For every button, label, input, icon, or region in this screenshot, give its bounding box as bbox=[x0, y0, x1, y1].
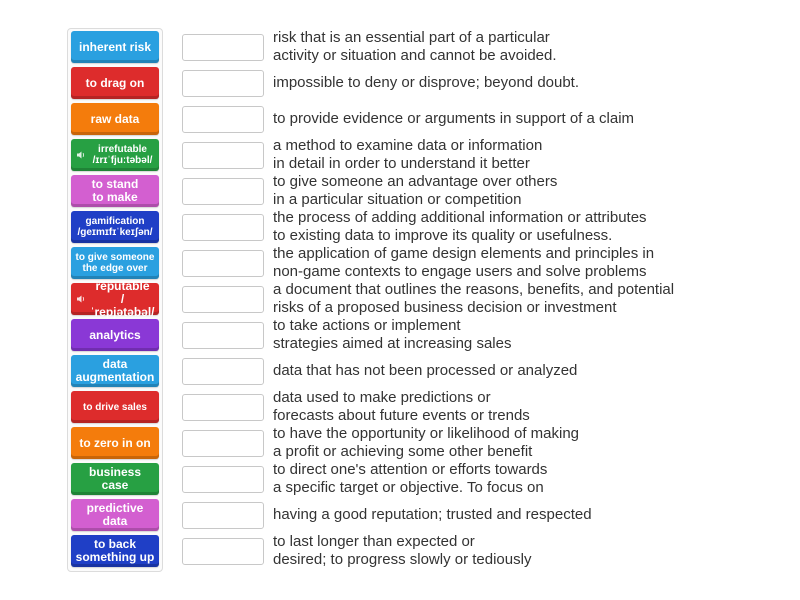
term-label-line1: reputable bbox=[95, 278, 150, 293]
term-label bbox=[73, 252, 158, 274]
term-tile[interactable] bbox=[71, 175, 159, 207]
term-tile[interactable] bbox=[71, 319, 159, 351]
definition-text: to provide evidence or arguments in support of a claim bbox=[273, 110, 635, 127]
definition-text: to give someone an advantage over others in a particular situation or competition bbox=[273, 173, 558, 208]
term-label-line1: to give someone bbox=[75, 252, 155, 263]
term-label bbox=[86, 280, 159, 319]
definition-text: the application of game design elements and principles in non-game contexts to engage users and solve problems bbox=[273, 245, 655, 280]
definition-text: to have the opportunity or likelihood of making a profit or achieving some other benefit bbox=[273, 425, 580, 460]
answer-drop-box[interactable] bbox=[182, 322, 264, 349]
answer-drop-box[interactable] bbox=[182, 358, 264, 385]
term-label-line1: business case bbox=[88, 465, 142, 492]
answer-drop-box[interactable] bbox=[182, 142, 264, 169]
answer-drop-box[interactable] bbox=[182, 538, 264, 565]
answer-drop-box[interactable] bbox=[182, 34, 264, 61]
term-label bbox=[76, 437, 153, 450]
term-label-line1: to back bbox=[93, 537, 136, 551]
term-label bbox=[71, 466, 159, 492]
term-tile[interactable] bbox=[71, 211, 159, 243]
speaker-icon[interactable] bbox=[76, 150, 86, 160]
term-label bbox=[88, 113, 143, 126]
term-tile[interactable] bbox=[71, 31, 159, 63]
term-label bbox=[86, 144, 159, 166]
term-label-line1: analytics bbox=[89, 327, 141, 342]
term-label-line2: to make bbox=[92, 190, 138, 204]
answer-drop-box[interactable] bbox=[182, 178, 264, 205]
term-tile[interactable] bbox=[71, 278, 159, 319]
term-tile[interactable] bbox=[71, 355, 159, 387]
term-label-line1: irrefutable bbox=[98, 144, 147, 155]
term-label-line1: to zero in on bbox=[79, 435, 151, 450]
definition-text: having a good reputation; trusted and respected bbox=[273, 506, 592, 523]
definition-text: a document that outlines the reasons, benefits, and potential risks of a proposed business decision or investment bbox=[273, 281, 675, 316]
answer-drop-box[interactable] bbox=[182, 214, 264, 241]
term-label bbox=[84, 502, 147, 528]
answer-drop-box[interactable] bbox=[182, 502, 264, 529]
term-label-line1: to drive sales bbox=[83, 401, 147, 413]
answer-drop-box[interactable] bbox=[182, 250, 264, 277]
term-tile[interactable] bbox=[71, 499, 159, 531]
term-label-line1: data bbox=[102, 357, 128, 371]
answer-drop-box[interactable] bbox=[182, 286, 264, 313]
term-tile[interactable] bbox=[71, 139, 159, 171]
definition-text: the process of adding additional information or attributes to existing data to improve its quality or usefulness. bbox=[273, 209, 647, 244]
term-tile[interactable] bbox=[71, 67, 159, 99]
term-tile[interactable] bbox=[71, 391, 159, 423]
term-label-line2: the edge over bbox=[82, 263, 148, 274]
definition-text: to last longer than expected or desired; to progress slowly or tediously bbox=[273, 533, 532, 568]
answer-drop-box[interactable] bbox=[182, 70, 264, 97]
definition-text: impossible to deny or disprove; beyond doubt. bbox=[273, 74, 580, 91]
term-label-line1: inherent risk bbox=[78, 39, 152, 54]
definition-text: data used to make predictions or forecasts about future events or trends bbox=[273, 389, 530, 424]
definition-text: data that has not been processed or analyzed bbox=[273, 362, 578, 379]
term-tile[interactable] bbox=[71, 535, 159, 567]
term-label-line1: to stand bbox=[91, 177, 139, 191]
term-label-line1: to drag on bbox=[85, 75, 145, 90]
term-label bbox=[83, 77, 148, 90]
answer-drop-box[interactable] bbox=[182, 466, 264, 493]
term-label-line2: /ɡeɪmɪfɪˈkeɪʃən/ bbox=[77, 227, 153, 238]
answer-drop-box[interactable] bbox=[182, 430, 264, 457]
term-tile[interactable] bbox=[71, 463, 159, 495]
term-tile[interactable] bbox=[71, 247, 159, 279]
term-label-line1: predictive bbox=[86, 501, 144, 515]
term-label-line2: something up bbox=[75, 550, 155, 564]
definition-text: to take actions or implement strategies aimed at increasing sales bbox=[273, 317, 512, 352]
term-label-line2: /ɪrɪˈfjuːtəbəl/ bbox=[92, 155, 153, 166]
answer-drop-box[interactable] bbox=[182, 394, 264, 421]
term-label-line2: augmentation bbox=[75, 370, 155, 384]
term-label bbox=[76, 41, 154, 54]
term-label-line1: raw data bbox=[90, 111, 140, 126]
term-label-line1: gamification bbox=[85, 216, 145, 227]
term-label bbox=[73, 538, 158, 564]
term-tile[interactable] bbox=[71, 103, 159, 135]
definition-text: risk that is an essential part of a particular activity or situation and cannot be avoided. bbox=[273, 29, 557, 64]
term-tile[interactable] bbox=[71, 427, 159, 459]
speaker-icon[interactable] bbox=[76, 294, 86, 304]
definition-text: a method to examine data or information in detail in order to understand it better bbox=[273, 137, 543, 172]
term-label bbox=[89, 178, 142, 204]
term-label-line2: /ˈrepjətəbəl/ bbox=[90, 291, 155, 319]
answer-drop-box[interactable] bbox=[182, 106, 264, 133]
term-label-line2: data bbox=[102, 514, 128, 528]
term-label bbox=[74, 216, 155, 238]
term-label bbox=[80, 402, 150, 413]
definition-text: to direct one's attention or efforts towards a specific target or objective. To focus on bbox=[273, 461, 548, 496]
term-label bbox=[86, 329, 143, 342]
term-label bbox=[73, 358, 158, 384]
